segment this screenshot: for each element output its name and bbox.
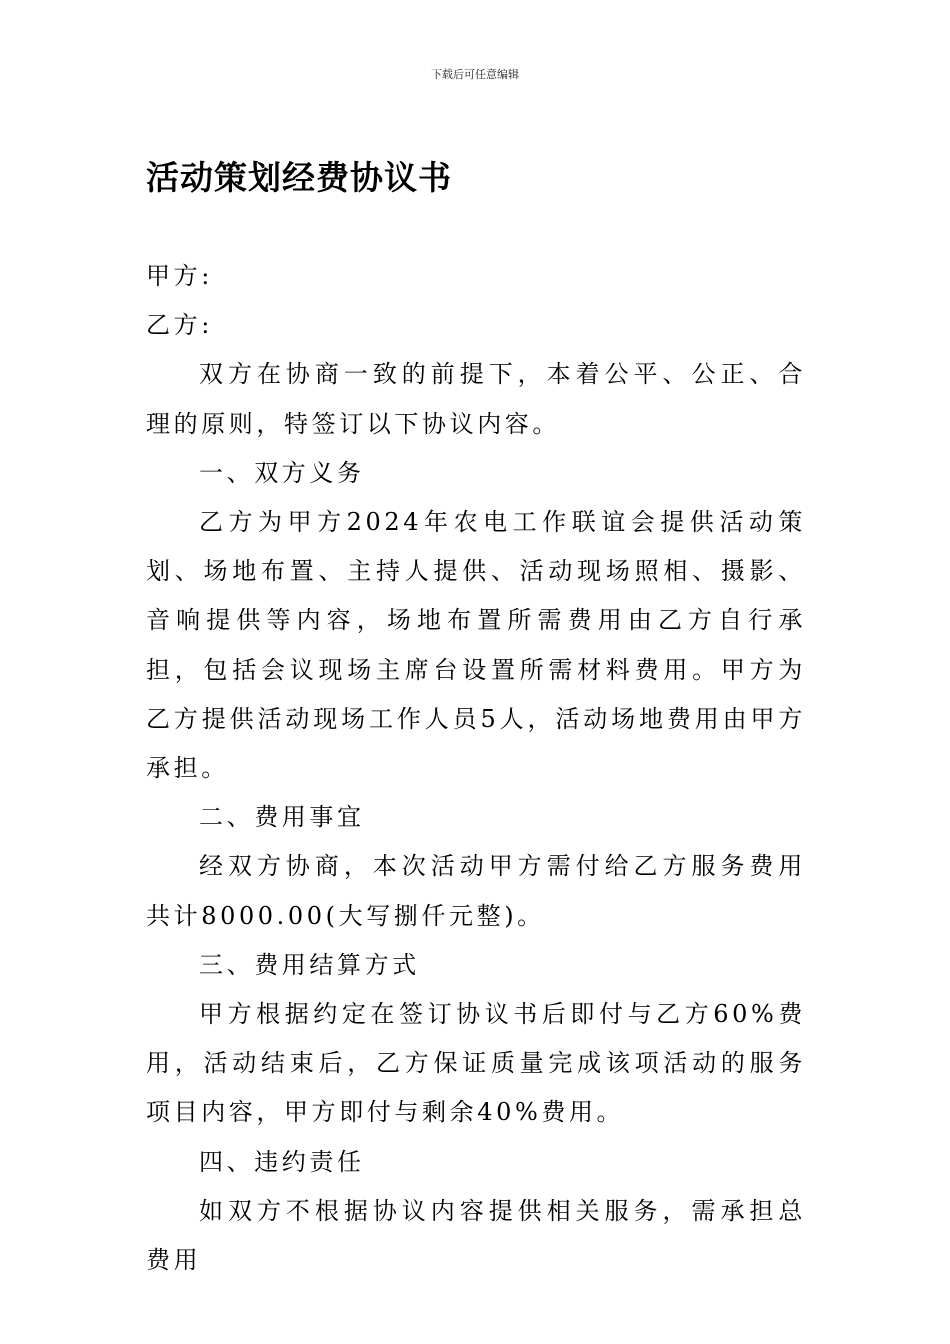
intro-paragraph: 双方在协商一致的前提下，本着公平、公正、合理的原则，特签订以下协议内容。 bbox=[146, 360, 806, 438]
page-header-note: 下载后可任意编辑 bbox=[431, 68, 519, 81]
section-heading-settlement: 三、费用结算方式 bbox=[199, 950, 420, 979]
liability-paragraph: 如双方不根据协议内容提供相关服务，需承担总费用 bbox=[146, 1196, 806, 1275]
section-heading-obligations: 一、双方义务 bbox=[199, 458, 365, 487]
fees-paragraph: 经双方协商，本次活动甲方需付给乙方服务费用共计8000.00(大写捌仟元整)。 bbox=[146, 852, 806, 930]
section-heading-fees: 二、费用事宜 bbox=[199, 803, 365, 832]
section-heading-liability: 四、违约责任 bbox=[199, 1147, 365, 1176]
party-a-line: 甲方: bbox=[146, 262, 213, 290]
obligations-paragraph: 乙方为甲方2024年农电工作联谊会提供活动策划、场地布置、主持人提供、活动现场照相、摄影、音响提供等内容，场地布置所需费用由乙方自行承担，包括会议现场主席台设置所需材料费用。甲方为乙方提供活动现场工作人员5人，活动场地费用由甲方承担。 bbox=[146, 508, 806, 783]
document-body bbox=[146, 252, 806, 1285]
document-title: 活动策划经费协议书 bbox=[146, 158, 452, 197]
settlement-paragraph: 甲方根据约定在签订协议书后即付与乙方60%费用，活动结束后，乙方保证质量完成该项活动的服务项目内容，甲方即付与剩余40%费用。 bbox=[146, 1000, 806, 1127]
party-b-line: 乙方: bbox=[146, 311, 213, 340]
